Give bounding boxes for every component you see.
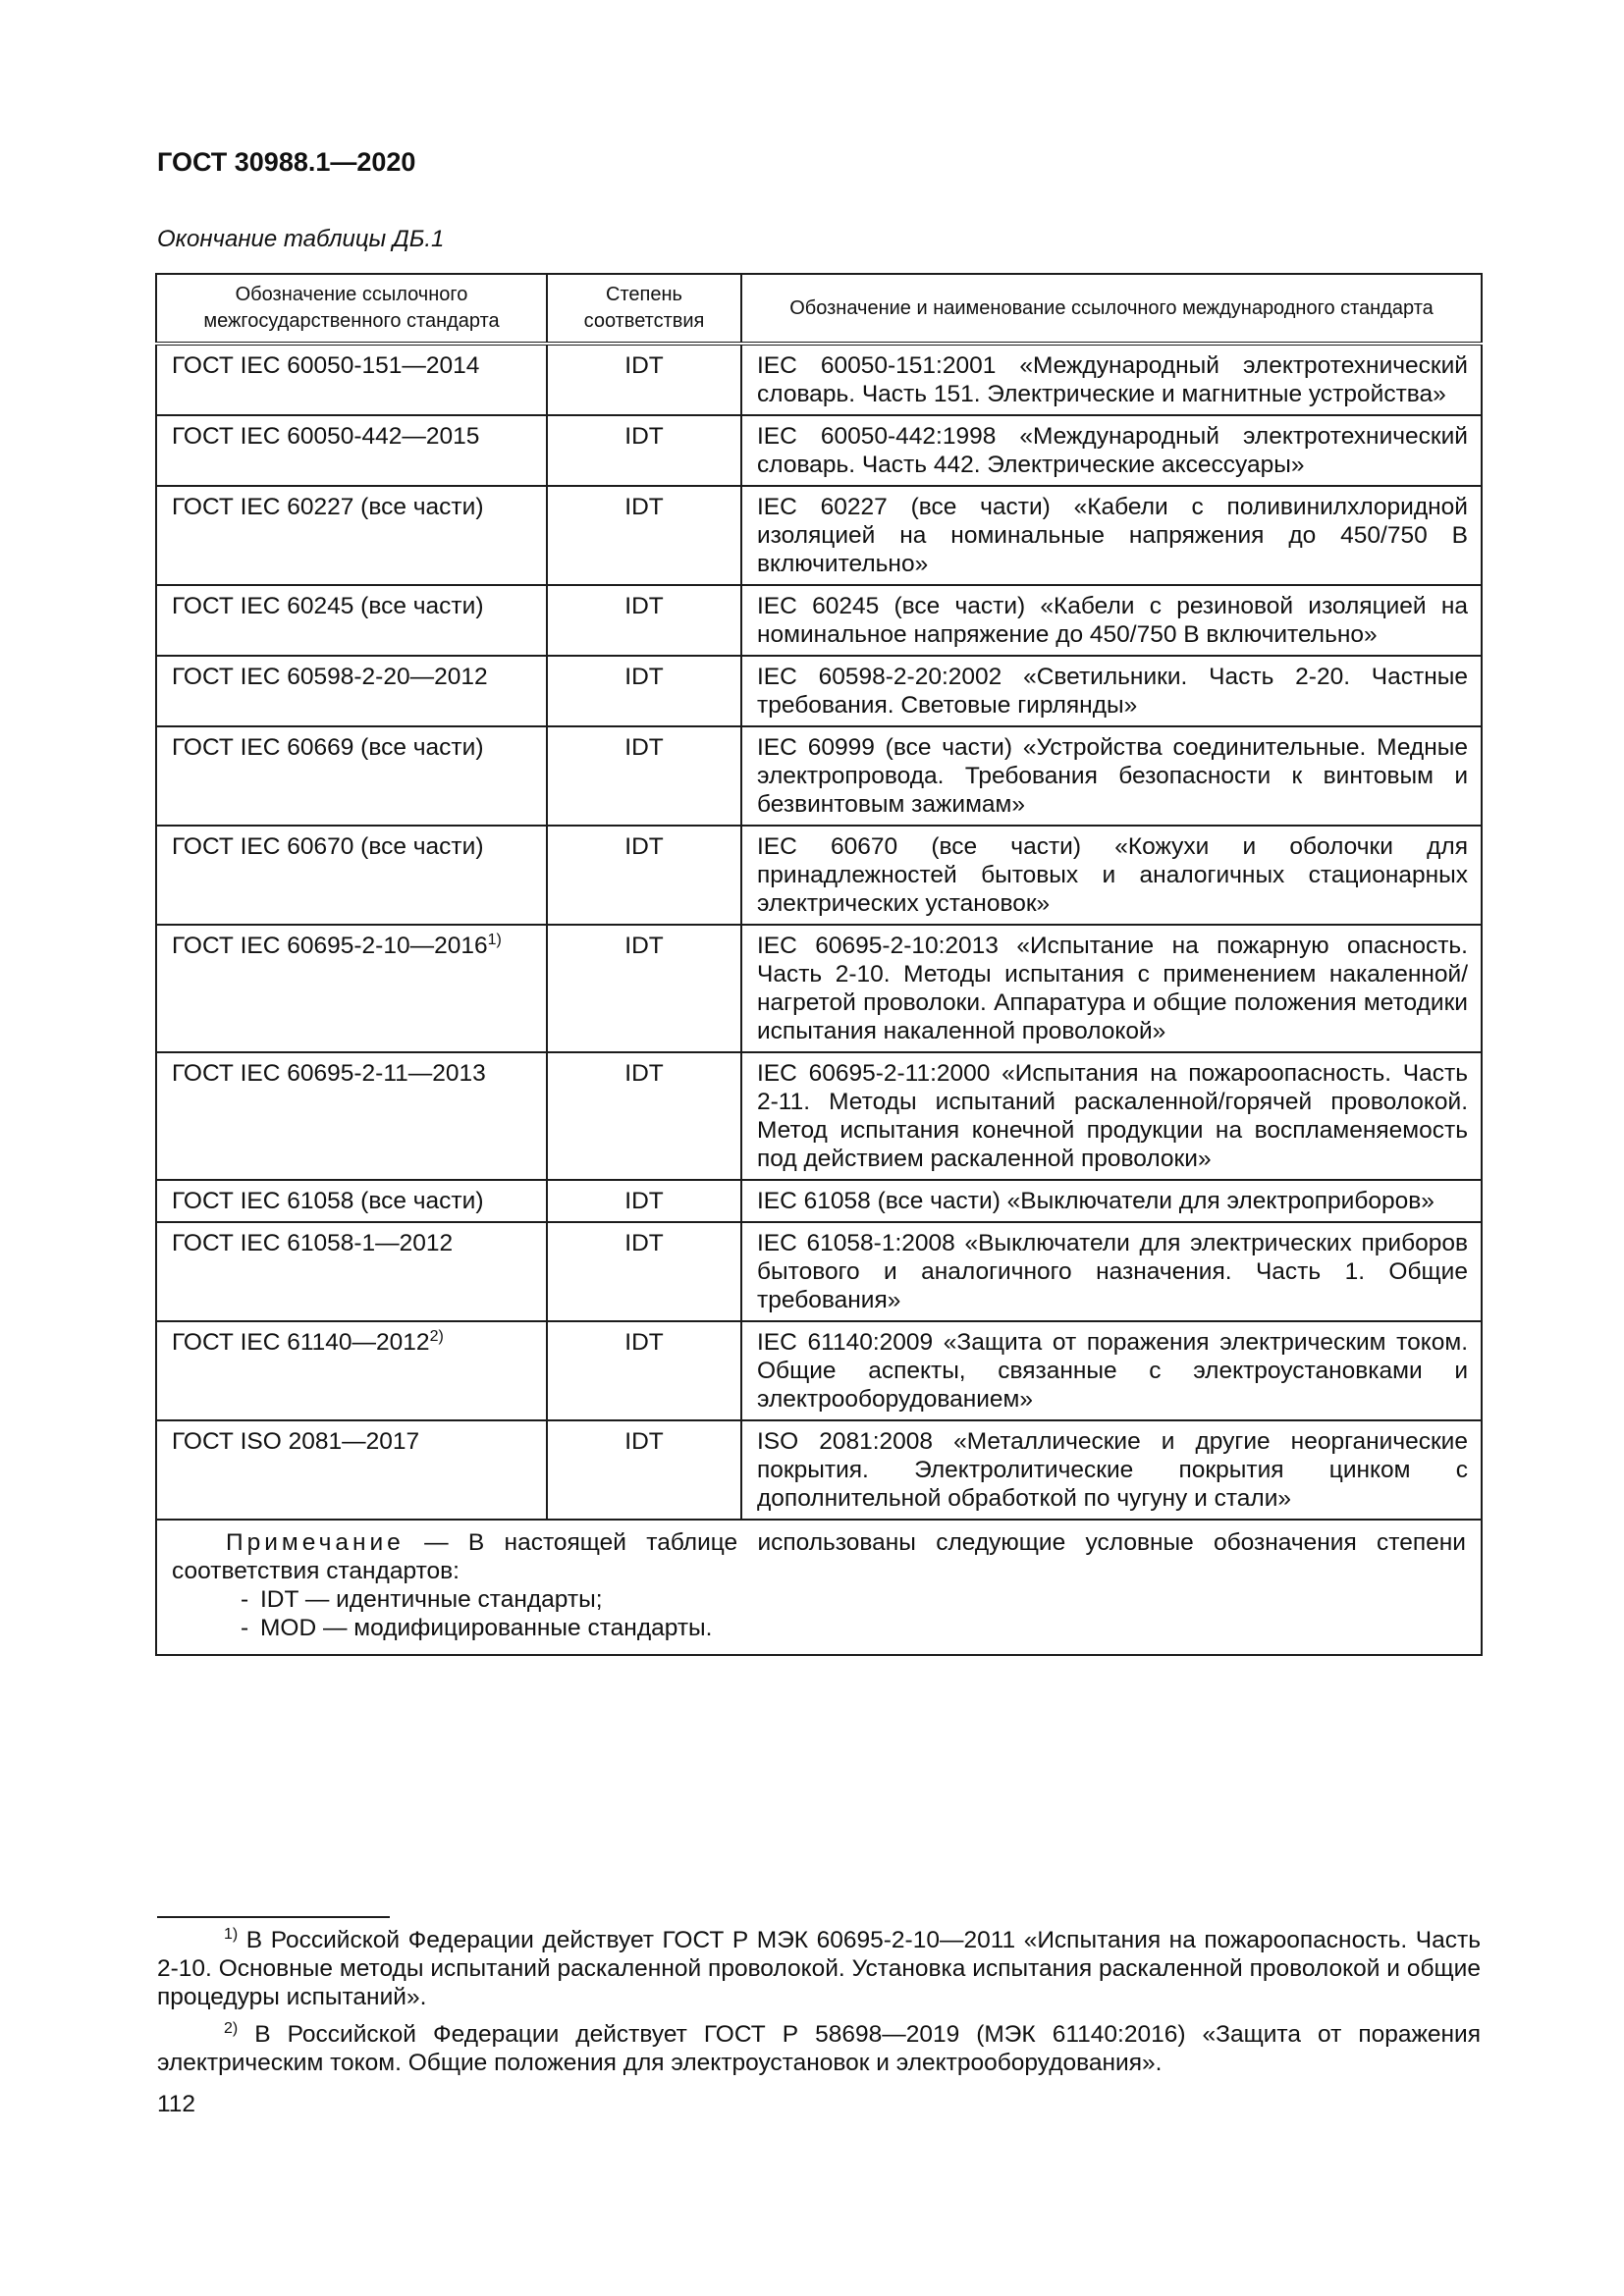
column-header-std: Обозначение ссылочного межгосударственного стандарта xyxy=(156,274,547,344)
table-row xyxy=(156,585,1482,656)
table-row xyxy=(156,344,1482,415)
cell-degree: IDT xyxy=(547,826,741,925)
table-row xyxy=(156,925,1482,1052)
cell-std xyxy=(156,1222,547,1321)
std-designation: ГОСТ IEC 60669 (все части) xyxy=(172,734,484,761)
footnote-2 xyxy=(157,2020,1481,2077)
cell-degree: IDT xyxy=(547,925,741,1052)
cell-intl: IEC 60695-2-11:2000 «Испытания на пожароопасность. Часть 2-11. Методы испытаний раскаленной/горячей проволокой. Метод испытания конечной продукции на воспламеняемость под действием раскаленной проволоки» xyxy=(741,1052,1482,1180)
note-bullet: - xyxy=(241,1586,249,1613)
cell-degree: IDT xyxy=(547,415,741,486)
note-item xyxy=(172,1585,1466,1614)
cell-degree: IDT xyxy=(547,1180,741,1222)
footnote-1-mark: 1) xyxy=(224,1926,239,1943)
note-text: — В настоящей таблице использованы следующие условные обозначения степени соответствия стандартов: xyxy=(172,1529,1466,1584)
footnote-rule xyxy=(157,1916,390,1918)
std-designation: ГОСТ IEC 60598-2-20—2012 xyxy=(172,664,488,690)
std-designation: ГОСТ IEC 61058-1—2012 xyxy=(172,1230,454,1256)
cell-degree: IDT xyxy=(547,1420,741,1520)
cell-intl: IEC 60245 (все части) «Кабели с резиновой изоляцией на номинальное напряжение до 450/750 В включительно» xyxy=(741,585,1482,656)
table-row xyxy=(156,1180,1482,1222)
table-row xyxy=(156,826,1482,925)
table-row xyxy=(156,656,1482,726)
note-label: Примечание xyxy=(226,1529,405,1556)
std-designation: ГОСТ IEC 60245 (все части) xyxy=(172,593,484,619)
cell-std xyxy=(156,1180,547,1222)
std-designation: ГОСТ IEC 60050-442—2015 xyxy=(172,423,480,450)
table-row xyxy=(156,1052,1482,1180)
cell-degree: IDT xyxy=(547,1321,741,1420)
references-table xyxy=(155,273,1483,1656)
cell-intl: IEC 61058-1:2008 «Выключатели для электрических приборов бытового и аналогичного назначения. Часть 1. Общие требования» xyxy=(741,1222,1482,1321)
cell-degree: IDT xyxy=(547,486,741,585)
std-designation: ГОСТ IEC 60050-151—2014 xyxy=(172,352,480,379)
cell-degree: IDT xyxy=(547,1052,741,1180)
footnote-1 xyxy=(157,1926,1481,2011)
footnote-2-text: В Российской Федерации действует ГОСТ Р 58698—2019 (МЭК 61140:2016) «Защита от поражения электрическим током. Общие положения для электроустановок и электрооборудования». xyxy=(157,2021,1481,2076)
cell-std xyxy=(156,656,547,726)
table-caption: Окончание таблицы ДБ.1 xyxy=(157,226,445,252)
cell-std xyxy=(156,344,547,415)
cell-intl: ISO 2081:2008 «Металлические и другие неорганические покрытия. Электролитические покрытия цинком с дополнительной обработкой по чугуну и стали» xyxy=(741,1420,1482,1520)
cell-intl: IEC 60050-151:2001 «Международный электротехнический словарь. Часть 151. Электрические и магнитные устройства» xyxy=(741,344,1482,415)
note-list xyxy=(172,1585,1466,1642)
table-row xyxy=(156,1420,1482,1520)
cell-intl: IEC 60598-2-20:2002 «Светильники. Часть 2-20. Частные требования. Световые гирлянды» xyxy=(741,656,1482,726)
cell-intl: IEC 60227 (все части) «Кабели с поливинилхлоридной изоляцией на номинальные напряжения до 450/750 В включительно» xyxy=(741,486,1482,585)
cell-degree: IDT xyxy=(547,726,741,826)
cell-std xyxy=(156,1052,547,1180)
std-designation: ГОСТ IEC 61058 (все части) xyxy=(172,1188,484,1214)
std-designation: ГОСТ ISO 2081—2017 xyxy=(172,1428,420,1455)
cell-std xyxy=(156,925,547,1052)
cell-std xyxy=(156,1321,547,1420)
table-body xyxy=(156,344,1482,1655)
cell-degree: IDT xyxy=(547,344,741,415)
table-row xyxy=(156,415,1482,486)
std-designation: ГОСТ IEC 60670 (все части) xyxy=(172,833,484,860)
document-header: ГОСТ 30988.1—2020 xyxy=(157,147,416,177)
note-item-text: MOD — модифицированные стандарты. xyxy=(260,1615,713,1641)
cell-std xyxy=(156,486,547,585)
cell-intl: IEC 60050-442:1998 «Международный электротехнический словарь. Часть 442. Электрические аксессуары» xyxy=(741,415,1482,486)
cell-std xyxy=(156,826,547,925)
table-row xyxy=(156,1321,1482,1420)
std-designation: ГОСТ IEC 60695-2-11—2013 xyxy=(172,1060,486,1087)
column-header-degree: Степень соответствия xyxy=(547,274,741,344)
note-row xyxy=(156,1520,1482,1655)
column-header-intl: Обозначение и наименование ссылочного международного стандарта xyxy=(741,274,1482,344)
footnote-ref: 2) xyxy=(429,1328,444,1345)
note-bullet: - xyxy=(241,1615,249,1641)
cell-intl: IEC 60695-2-10:2013 «Испытание на пожарную опасность. Часть 2-10. Методы испытания с применением накаленной/нагретой проволоки. Аппаратура и общие положения методики испытания накаленной проволокой» xyxy=(741,925,1482,1052)
std-designation: ГОСТ IEC 60227 (все части) xyxy=(172,494,484,520)
table-row xyxy=(156,486,1482,585)
cell-intl: IEC 61140:2009 «Защита от поражения электрическим током. Общие аспекты, связанные с электроустановками и электрооборудованием» xyxy=(741,1321,1482,1420)
std-designation: ГОСТ IEC 60695-2-10—2016 xyxy=(172,933,488,959)
footnote-1-text: В Российской Федерации действует ГОСТ Р МЭК 60695-2-10—2011 «Испытания на пожароопасность. Часть 2-10. Основные методы испытаний раскаленной проволокой. Установка испытания раскаленной проволокой и общие процедуры испытаний». xyxy=(157,1927,1481,2010)
page-number: 112 xyxy=(157,2091,196,2117)
cell-intl: IEC 60999 (все части) «Устройства соединительные. Медные электропровода. Требования безопасности к винтовым и безвинтовым зажимам» xyxy=(741,726,1482,826)
cell-intl: IEC 61058 (все части) «Выключатели для электроприборов» xyxy=(741,1180,1482,1222)
footnote-ref: 1) xyxy=(487,932,502,948)
table-note xyxy=(156,1520,1482,1655)
table-row xyxy=(156,726,1482,826)
cell-std xyxy=(156,415,547,486)
cell-degree: IDT xyxy=(547,585,741,656)
cell-degree: IDT xyxy=(547,1222,741,1321)
table-header-row xyxy=(156,274,1482,344)
table-row xyxy=(156,1222,1482,1321)
footnote-2-mark: 2) xyxy=(224,2020,239,2037)
cell-degree: IDT xyxy=(547,656,741,726)
std-designation: ГОСТ IEC 61140—2012 xyxy=(172,1329,430,1356)
cell-std xyxy=(156,726,547,826)
cell-std xyxy=(156,1420,547,1520)
note-item-text: IDT — идентичные стандарты; xyxy=(260,1586,603,1613)
cell-std xyxy=(156,585,547,656)
cell-intl: IEC 60670 (все части) «Кожухи и оболочки для принадлежностей бытовых и аналогичных стационарных электрических установок» xyxy=(741,826,1482,925)
note-item xyxy=(172,1614,1466,1642)
